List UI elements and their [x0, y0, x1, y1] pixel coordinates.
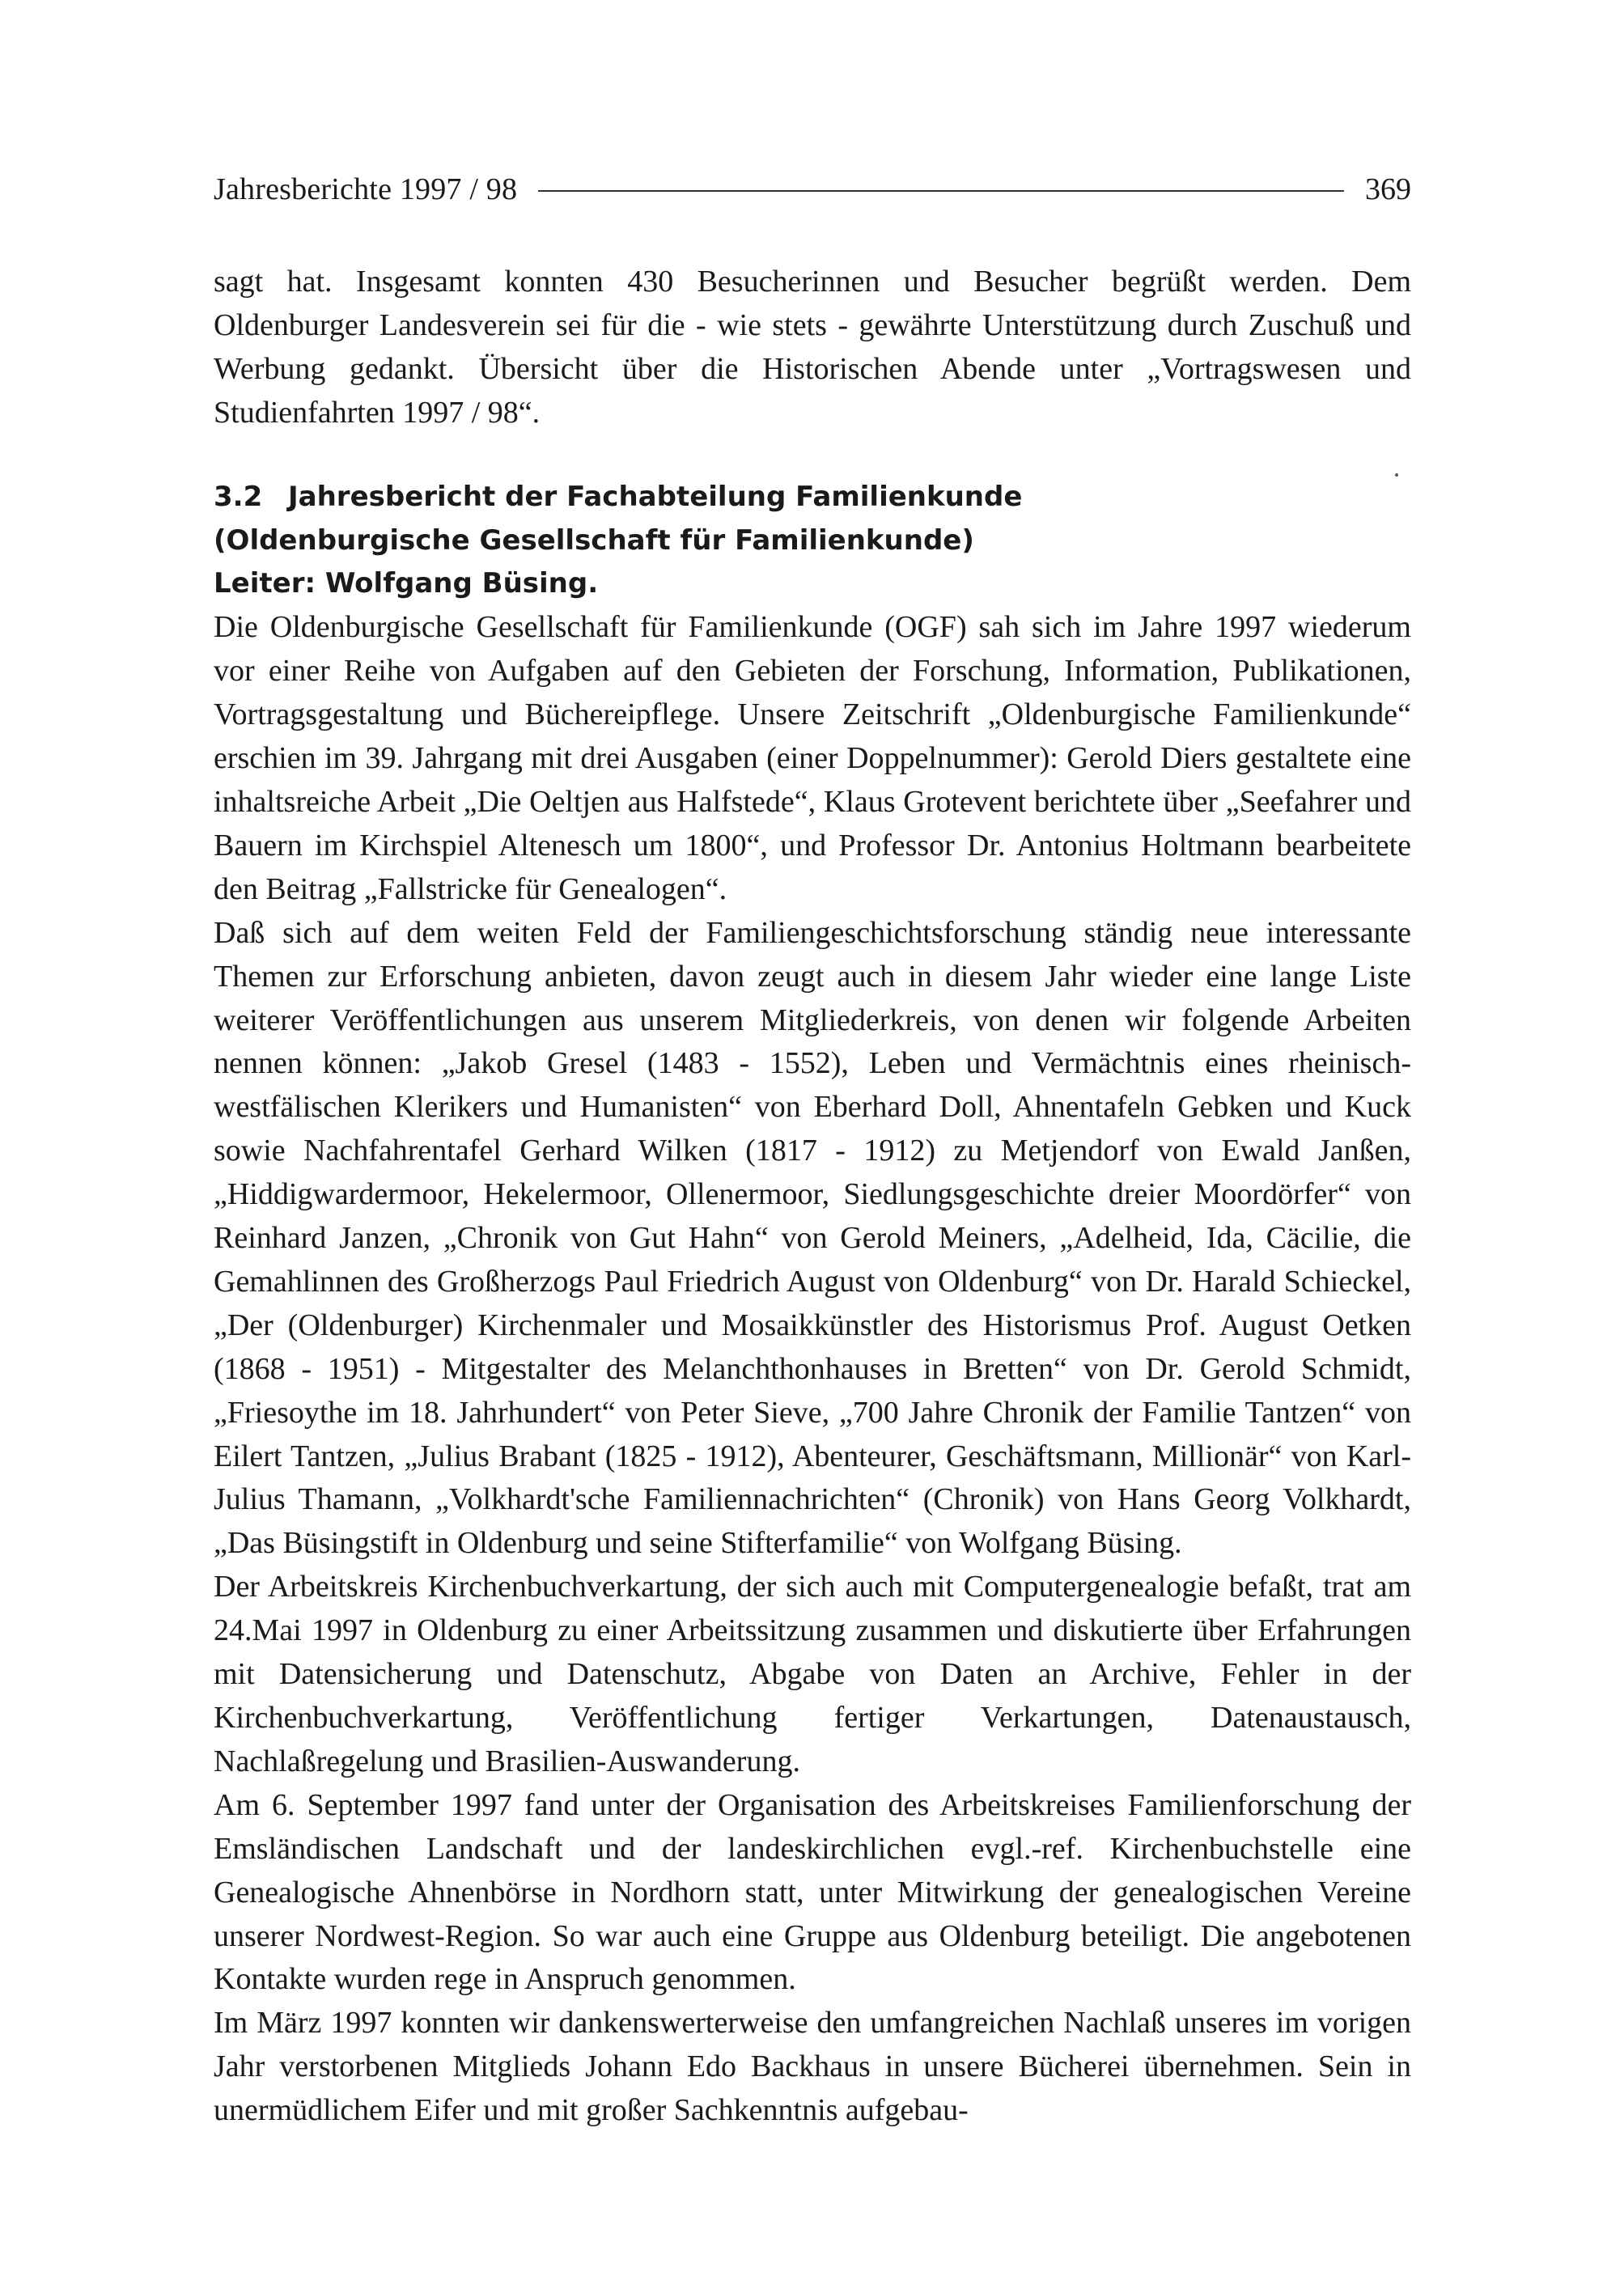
section-title-line [214, 476, 1411, 519]
running-title: Jahresberichte 1997 / 98 [214, 172, 518, 206]
page-number: 369 [1365, 172, 1411, 206]
section-leader: Leiter: Wolfgang Büsing. [214, 567, 599, 600]
section-number: 3.2 [214, 480, 263, 513]
header-rule [538, 190, 1344, 192]
body-paragraph: Im März 1997 konnten wir dankenswerterweise den umfangreichen Nachlaß unseres im vorigen Jahr verstorbenen Mitglieds Johann Edo Backhaus in unsere Bücherei übernehmen. Sein in unermüdlichem Eifer und mit großer Sachkenntnis aufgebau- [214, 2006, 1411, 2128]
section-subtitle: (Oldenburgische Gesellschaft für Familienkunde) [214, 523, 974, 557]
running-header [214, 167, 1411, 212]
body-paragraph: Daß sich auf dem weiten Feld der Familiengeschichtsforschung ständig neue interessante Themen zur Erforschung anbieten, davon zeugt auch in diesem Jahr wieder eine lange Liste weiterer Veröffentlichungen aus unserem Mitgliederkreis, von denen wir folgende Arbeiten nennen können: „Jakob Gresel (1483 - 1552), Leben und Vermächtnis eines rheinisch-westfälischen Klerikers und Humanisten“ von Eberhard Doll, Ahnentafeln Gebken und Kuck sowie Nachfahrentafel Gerhard Wilken (1817 - 1912) zu Metjendorf von Ewald Janßen, „Hiddigwardermoor, Hekelermoor, Ollenermoor, Siedlungsgeschichte dreier Moordörfer“ von Reinhard Janzen, „Chronik von Gut Hahn“ von Gerold Meiners, „Adelheid, Ida, Cäcilie, die Gemahlinnen des Großherzogs Paul Friedrich August von Oldenburg“ von Dr. Harald Schieckel, „Der (Oldenburger) Kirchenmaler und Mosaikkünstler des Historismus Prof. August Oetken (1868 - 1951) - Mitgestalter des Melanchthonhauses in Bretten“ von Dr. Gerold Schmidt, „Friesoythe im 18. Jahrhundert“ von Peter Sieve, „700 Jahre Chronik der Familie Tantzen“ von Eilert Tantzen, „Julius Brabant (1825 - 1912), Abenteurer, Geschäftsmann, Millionär“ von Karl-Julius Thamann, „Volkhardt'sche Familiennachrichten“ (Chronik) von Hans Georg Volkhardt, „Das Büsingstift in Oldenburg und seine Stifterfamilie“ von Wolfgang Büsing. [214, 915, 1411, 1561]
body-paragraph: Der Arbeitskreis Kirchenbuchverkartung, der sich auch mit Computergenealogie befaßt, trat am 24.Mai 1997 in Oldenburg zu einer Arbeitssitzung zusammen und diskutierte über Erfahrungen mit Datensicherung und Datenschutz, Abgabe von Daten an Archive, Fehler in der Kirchenbuchverkartung, Veröffentlichung fertiger Verkartungen, Datenaustausch, Nachlaßregelung und Brasilien-Auswanderung. [214, 1570, 1411, 1778]
body-paragraph: Am 6. September 1997 fand unter der Organisation des Arbeitskreises Familienforschung der Emsländischen Landschaft und der landeskirchlichen evgl.-ref. Kirchenbuchstelle eine Genealogische Ahnenbörse in Nordhorn statt, unter Mitwirkung der genealogischen Vereine unserer Nordwest-Region. So war auch eine Gruppe aus Oldenburg beteiligt. Die angebotenen Kontakte wurden rege in Anspruch genommen. [214, 1787, 1411, 1997]
body-paragraph: Die Oldenburgische Gesellschaft für Familienkunde (OGF) sah sich im Jahre 1997 wiederum vor einer Reihe von Aufgaben auf den Gebieten der Forschung, Information, Publikationen, Vortragsgestaltung und Büchereipflege. Unsere Zeitschrift „Oldenburgische Familienkunde“ erschien im 39. Jahrgang mit drei Ausgaben (einer Doppelnummer): Gerold Diers gestaltete eine inhaltsreiche Arbeit „Die Oeltjen aus Halfstede“, Klaus Grotevent berichtete über „Seefahrer und Bauern im Kirchspiel Altenesch um 1800“, und Professor Dr. Antonius Holtmann bearbeitete den Beitrag „Fallstricke für Genealogen“. [214, 610, 1411, 906]
section-heading [214, 476, 1411, 607]
section-title: Jahresbericht der Fachabteilung Familienkunde [288, 480, 1023, 513]
continuation-paragraph: sagt hat. Insgesamt konnten 430 Besucherinnen und Besucher begrüßt werden. Dem Oldenburger Landesverein sei für die - wie stets - gewährte Unterstützung durch Zuschuß und Werbung gedankt. Übersicht über die Historischen Abende unter „Vortragswesen und Studienfahrten 1997 / 98“. [214, 265, 1411, 430]
page-body [214, 261, 1411, 2133]
